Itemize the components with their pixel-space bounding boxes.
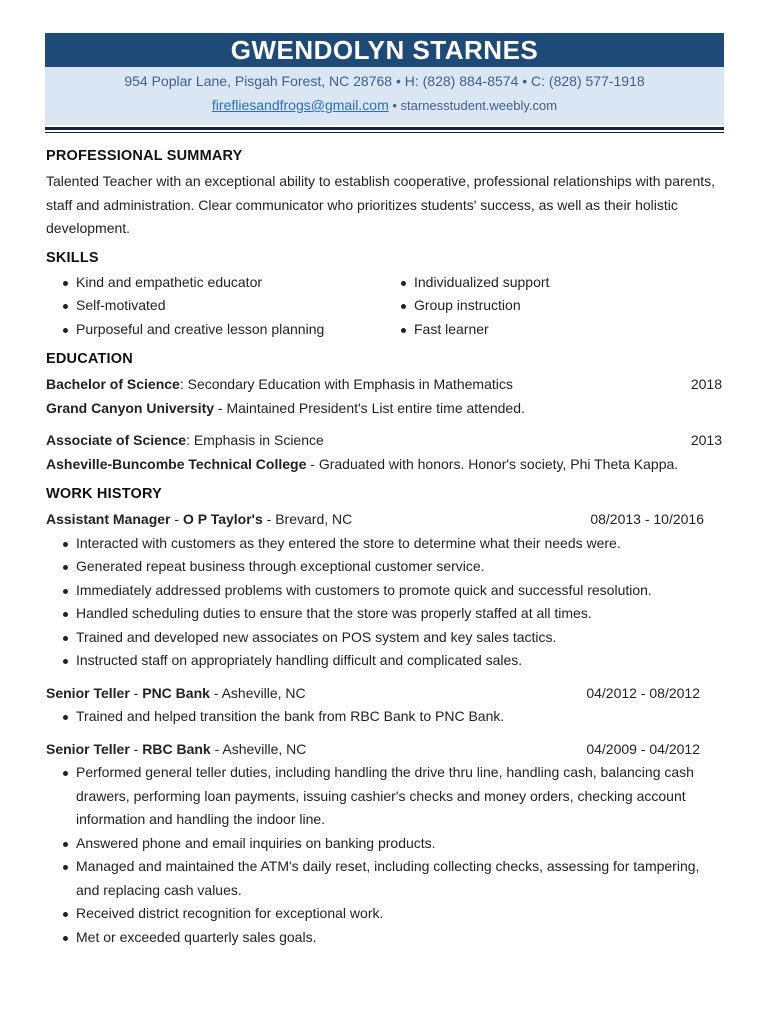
job-bullets (46, 705, 722, 729)
skills-list (46, 271, 722, 342)
list-item: Purposeful and creative lesson planning (46, 318, 384, 342)
degree: Bachelor of Science (46, 376, 180, 392)
resume-name: GWENDOLYN STARNES (45, 33, 724, 67)
list-item: Fast learner (384, 318, 549, 342)
header-divider-thin (45, 132, 724, 133)
education-year: 2018 (690, 376, 722, 392)
list-item: Kind and empathetic educator (46, 271, 384, 295)
summary-title: PROFESSIONAL SUMMARY (46, 148, 243, 164)
job-dates: 04/2009 - 04/2012 (586, 740, 700, 757)
list-item: Instructed staff on appropriately handling difficult and complicated sales. (46, 649, 722, 673)
list-item: Met or exceeded quarterly sales goals. (46, 926, 722, 950)
education-entry-1 (46, 373, 722, 420)
list-item: Performed general teller duties, including handling the drive thru line, handling cash, balancing cash drawers, performing loan payments, issuing cashier's checks and money orders, checking account information and handling the indoor line. (46, 761, 722, 832)
skills-title: SKILLS (46, 249, 99, 266)
job-location: - Asheville, NC (209, 684, 306, 701)
list-item: Answered phone and email inquiries on banking products. (46, 832, 722, 856)
job-role: Senior Teller (46, 684, 130, 701)
job-company: O P Taylor's (182, 511, 263, 527)
job-separator: - (129, 740, 143, 757)
job-bullets (46, 761, 722, 949)
degree-field: : Emphasis in Science (186, 432, 324, 448)
job-role: Assistant Manager (46, 511, 171, 527)
header-divider-thick (45, 127, 724, 130)
job-entry-3 (46, 738, 722, 950)
list-item: Group instruction (384, 294, 549, 318)
job-entry-1 (46, 508, 722, 673)
school-note: - Graduated with honors. Honor's society, Phi Theta Kappa. (306, 455, 679, 472)
job-dates: 04/2012 - 08/2012 (586, 684, 700, 701)
job-company: RBC Bank (142, 740, 211, 757)
job-dates: 08/2013 - 10/2016 (590, 511, 704, 527)
email-website-line (45, 95, 724, 116)
job-bullets (46, 532, 722, 673)
list-item: Trained and helped transition the bank from RBC Bank to PNC Bank. (46, 705, 722, 729)
job-location: - Brevard, NC (262, 511, 353, 527)
skills-column-1 (46, 271, 384, 342)
work-title: WORK HISTORY (46, 486, 162, 502)
list-item: Individualized support (384, 271, 549, 295)
list-item: Interacted with customers as they entered the store to determine what their needs were. (46, 532, 722, 556)
list-item: Generated repeat business through exceptional customer service. (46, 555, 722, 579)
education-year: 2013 (690, 432, 722, 448)
contact-block (45, 67, 724, 125)
job-location: - Asheville, NC (210, 740, 307, 757)
summary-text: Talented Teacher with an exceptional ability to establish cooperative, professional relationships with parents, staff and administration. Clear communicator who prioritizes students' success, as well as their holistic development. (46, 173, 716, 236)
contact-separator: • (388, 98, 401, 113)
list-item: Immediately addressed problems with customers to promote quick and successful resolution. (46, 579, 722, 603)
job-separator: - (129, 684, 143, 701)
job-role: Senior Teller (46, 740, 130, 757)
address-phone: 954 Poplar Lane, Pisgah Forest, NC 28768 • H: (828) 884-8574 • C: (828) 577-1918 (124, 73, 645, 89)
resume-body (46, 148, 722, 949)
school: Grand Canyon University (46, 399, 215, 416)
education-title: EDUCATION (46, 351, 133, 367)
website-text: starnesstudent.weebly.com (400, 98, 558, 113)
list-item: Received district recognition for exceptional work. (46, 902, 722, 926)
email-link[interactable]: firefliesandfrogs@gmail.com (211, 97, 389, 113)
school: Asheville-Buncombe Technical College (46, 455, 307, 472)
job-company: PNC Bank (142, 684, 210, 701)
skills-column-2 (384, 271, 549, 342)
job-entry-2 (46, 682, 722, 729)
list-item: Managed and maintained the ATM's daily reset, including collecting checks, assessing for tampering, and replacing cash values. (46, 855, 722, 902)
school-note: - Maintained President's List entire time attended. (214, 399, 525, 416)
degree: Associate of Science (46, 432, 187, 448)
list-item: Handled scheduling duties to ensure that the store was properly staffed at all times. (46, 602, 722, 626)
job-separator: - (170, 511, 183, 527)
degree-field: : Secondary Education with Emphasis in Mathematics (179, 376, 513, 392)
education-entry-2 (46, 429, 722, 476)
list-item: Self-motivated (46, 294, 384, 318)
list-item: Trained and developed new associates on POS system and key sales tactics. (46, 626, 722, 650)
